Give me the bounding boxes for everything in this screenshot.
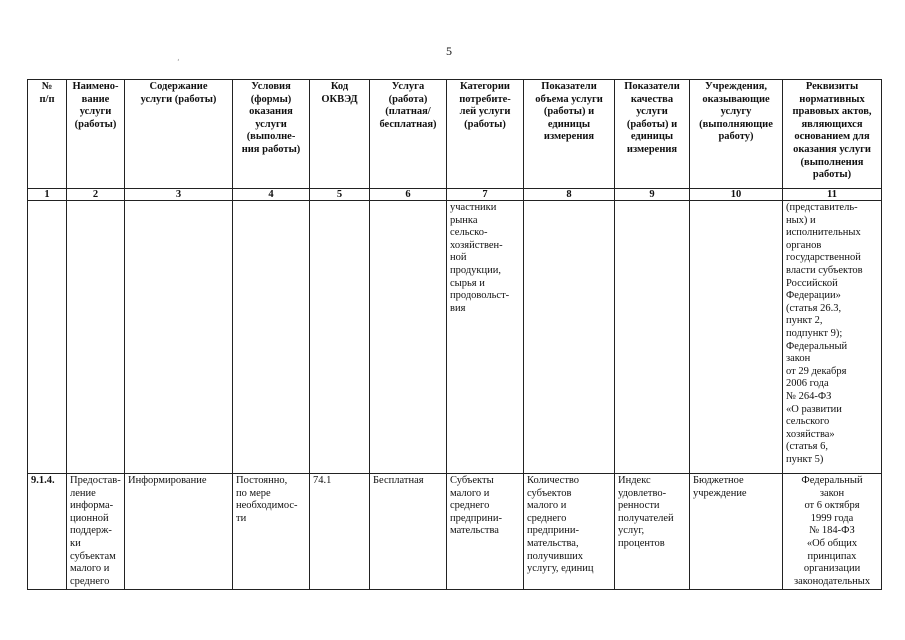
empty-cell — [690, 201, 783, 474]
header-service-content: Содержание услуги (работы) — [125, 80, 233, 189]
page-number: 5 — [446, 44, 452, 58]
institution-cell: Бюджетное учреждение — [690, 474, 783, 590]
services-register-table — [27, 79, 882, 590]
header-okved: Код ОКВЭД — [310, 80, 370, 189]
empty-cell — [615, 201, 690, 474]
column-number: 2 — [67, 189, 125, 201]
volume-indicator-cell: Количество субъектов малого и среднего предприни- мательства, получивших услугу, единиц — [524, 474, 615, 590]
continuation-row — [28, 201, 882, 474]
column-number: 8 — [524, 189, 615, 201]
header-institutions: Учреждения, оказывающие услугу (выполняющие работу) — [690, 80, 783, 189]
empty-cell — [28, 201, 67, 474]
empty-cell — [67, 201, 125, 474]
row-number-cell: 9.1.4. — [28, 474, 67, 590]
legal-acts-cell: (представитель- ных) и исполнительных органов государственной власти субъектов Российской Федерации» (статья 26.3, пункт 2, подпункт 9); Федеральный закон от 29 декабря 2006 года № 264-ФЗ «О развитии сельского хозяйства» (статья 6, пункт 5) — [783, 201, 882, 474]
empty-cell — [310, 201, 370, 474]
quality-indicator-cell: Индекс удовлетво- ренности получателей услуг, процентов — [615, 474, 690, 590]
header-consumers: Категории потребите- лей услуги (работы) — [447, 80, 524, 189]
column-number: 9 — [615, 189, 690, 201]
stray-mark: ¸ — [177, 52, 180, 61]
column-number: 4 — [233, 189, 310, 201]
header-row — [28, 80, 882, 189]
conditions-cell: Постоянно, по мере необходимос- ти — [233, 474, 310, 590]
consumers-cell: Субъекты малого и среднего предприни- мательства — [447, 474, 524, 590]
column-number: 10 — [690, 189, 783, 201]
service-name-cell: Предостав- ление информа- ционной поддерж- ки субъектам малого и среднего — [67, 474, 125, 590]
header-quality-indicators: Показатели качества услуги (работы) и единицы измерения — [615, 80, 690, 189]
table-row — [28, 474, 882, 590]
header-legal-acts: Реквизиты нормативных правовых актов, являющихся основанием для оказания услуги (выполнения работы) — [783, 80, 882, 189]
paid-free-cell: Бесплатная — [370, 474, 447, 590]
empty-cell — [370, 201, 447, 474]
legal-acts-cell: Федеральный закон от 6 октября 1999 года № 184-ФЗ «Об общих принципах организации законодательных — [783, 474, 882, 590]
empty-cell — [524, 201, 615, 474]
column-number: 1 — [28, 189, 67, 201]
header-paid-free: Услуга (работа) (платная/ бесплатная) — [370, 80, 447, 189]
header-service-name: Наимено- вание услуги (работы) — [67, 80, 125, 189]
okved-cell: 74.1 — [310, 474, 370, 590]
column-number: 3 — [125, 189, 233, 201]
column-number: 5 — [310, 189, 370, 201]
service-content-cell: Информирование — [125, 474, 233, 590]
header-num: № п/п — [28, 80, 67, 189]
column-number-row — [28, 189, 882, 201]
column-number: 11 — [783, 189, 882, 201]
column-number: 6 — [370, 189, 447, 201]
header-conditions: Условия (формы) оказания услуги (выполне- ния работы) — [233, 80, 310, 189]
column-number: 7 — [447, 189, 524, 201]
header-volume-indicators: Показатели объема услуги (работы) и единицы измерения — [524, 80, 615, 189]
consumers-cell: участники рынка сельско- хозяйствен- ной продукции, сырья и продовольст- вия — [447, 201, 524, 474]
empty-cell — [125, 201, 233, 474]
empty-cell — [233, 201, 310, 474]
